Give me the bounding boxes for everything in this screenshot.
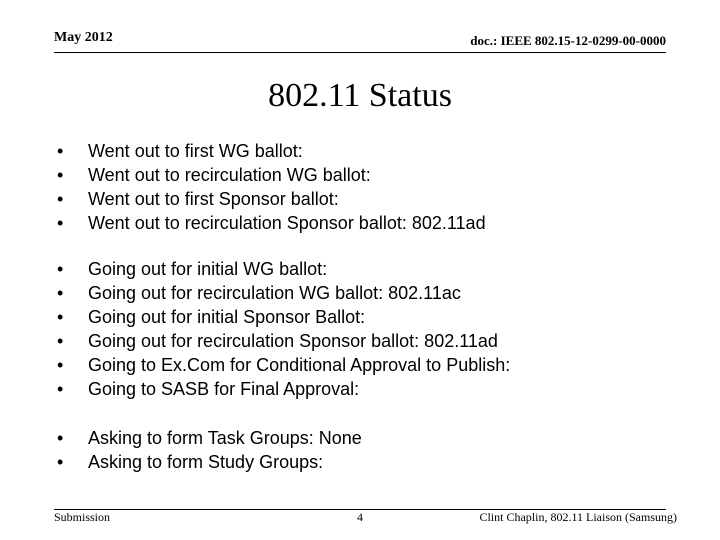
bullet-icon: • [57, 213, 64, 233]
bullet-icon: • [57, 283, 64, 303]
list-item-text: Asking to form Task Groups: None [88, 428, 362, 448]
upcoming-ballot-list [54, 257, 510, 401]
list-item-text: Went out to first Sponsor ballot: [88, 189, 339, 209]
list-item-text: Going out for initial Sponsor Ballot: [88, 307, 366, 327]
ballot-status-list [54, 139, 486, 235]
list-item-text: Going out for recirculation Sponsor ballot: 802.11ad [88, 331, 498, 351]
bullet-icon: • [57, 428, 64, 448]
slide-title: 802.11 Status [268, 77, 452, 114]
list-item [54, 187, 486, 211]
header-date: May 2012 [54, 30, 113, 45]
bullet-icon: • [57, 165, 64, 185]
list-item-text: Went out to first WG ballot: [88, 141, 303, 161]
list-item [54, 426, 362, 450]
list-item-text: Going out for recirculation WG ballot: 802.11ac [88, 283, 461, 303]
list-item [54, 377, 510, 401]
list-item-text: Asking to form Study Groups: [88, 452, 324, 472]
list-item-text: Went out to recirculation Sponsor ballot: 802.11ad [88, 213, 486, 233]
list-item [54, 329, 510, 353]
bullet-icon: • [57, 141, 64, 161]
group-formation-list [54, 426, 362, 474]
bullet-icon: • [57, 379, 64, 399]
bullet-icon: • [57, 355, 64, 375]
list-item-text: Going to Ex.Com for Conditional Approval to Publish: [88, 355, 511, 375]
footer-author: Clint Chaplin, 802.11 Liaison (Samsung) [479, 510, 677, 524]
bullet-icon: • [57, 259, 64, 279]
header-divider [54, 52, 666, 53]
footer-submission-label: Submission [54, 510, 111, 524]
list-item [54, 305, 510, 329]
list-item [54, 257, 510, 281]
header-document-id: doc.: IEEE 802.15-12-0299-00-0000 [470, 33, 666, 48]
list-item [54, 281, 510, 305]
bullet-icon: • [57, 189, 64, 209]
page-number: 4 [357, 510, 363, 524]
list-item [54, 450, 362, 474]
list-item [54, 139, 486, 163]
list-item [54, 211, 486, 235]
bullet-icon: • [57, 452, 64, 472]
bullet-icon: • [57, 331, 64, 351]
list-item-text: Going to SASB for Final Approval: [88, 379, 360, 399]
list-item [54, 163, 486, 187]
list-item-text: Going out for initial WG ballot: [88, 259, 328, 279]
list-item-text: Went out to recirculation WG ballot: [88, 165, 371, 185]
list-item [54, 353, 510, 377]
bullet-icon: • [57, 307, 64, 327]
